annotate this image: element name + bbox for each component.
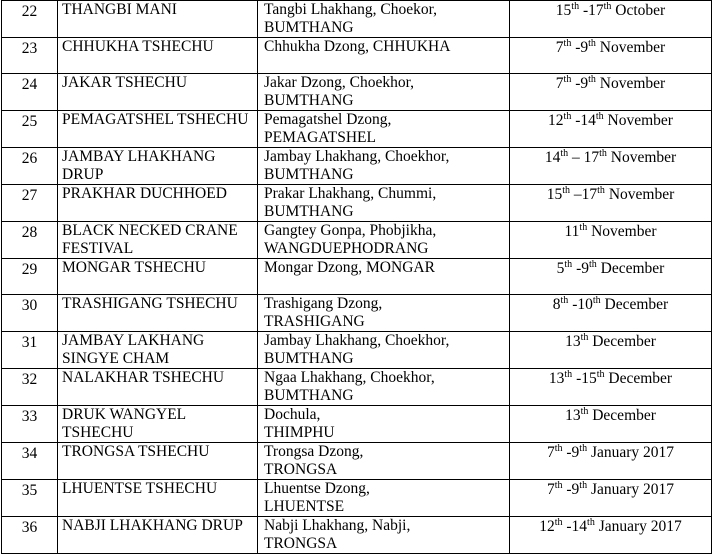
row-number: 31 — [2, 332, 58, 369]
table-row — [2, 222, 712, 259]
date-d1: 13 — [565, 407, 581, 424]
table-row — [2, 38, 712, 74]
date-cell — [510, 332, 712, 369]
date-sep: - — [571, 75, 581, 92]
date-cell — [510, 222, 712, 259]
row-number: 34 — [2, 443, 58, 480]
date-cell — [510, 517, 712, 554]
venue-line-2: PEMAGATSHEL — [264, 129, 376, 146]
date-tail: December — [588, 407, 656, 424]
venue-line-1: Mongar Dzong, MONGAR — [264, 259, 435, 276]
venue-line-2: BUMTHANG — [264, 166, 354, 183]
venue-cell — [258, 517, 510, 554]
date-tail: November — [603, 112, 673, 129]
venue-line-2: BUMTHANG — [264, 92, 354, 109]
venue-line-1: Prakar Lhakhang, Chummi, — [264, 185, 437, 202]
venue-line-2: THIMPHU — [264, 424, 335, 441]
date-s1: th — [580, 331, 589, 343]
date-d1: 5 — [556, 260, 565, 277]
date-cell — [510, 1, 712, 38]
venue-cell — [258, 480, 510, 517]
date-s1: th — [580, 405, 589, 417]
date-d1: 8 — [552, 296, 561, 313]
date-d1: 14 — [544, 149, 561, 166]
date-s1: th — [579, 221, 588, 233]
date-sep: - — [562, 444, 572, 461]
venue-line-2: BUMTHANG — [264, 19, 354, 36]
date-tail: December — [588, 333, 656, 350]
date-s1: th — [563, 73, 572, 85]
festival-name: MONGAR TSHECHU — [58, 259, 258, 295]
date-tail: November — [595, 39, 666, 56]
venue-line-2: BUMTHANG — [264, 387, 354, 404]
date-cell — [510, 259, 712, 295]
date-s2: th — [579, 479, 588, 491]
festival-name: THANGBI MANI — [58, 1, 258, 38]
date-s1: th — [563, 37, 572, 49]
date-cell — [510, 443, 712, 480]
date-d2: 17 — [588, 2, 604, 19]
date-d1: 7 — [555, 39, 564, 56]
venue-line-2: TRASHIGANG — [264, 313, 365, 330]
row-number: 29 — [2, 259, 58, 295]
venue-line-1: Jakar Dzong, Choekhor, — [264, 74, 415, 91]
date-s2: th — [596, 368, 605, 380]
venue-line-1: Trashigang Dzong, — [264, 295, 383, 312]
date-sep: - — [572, 370, 582, 387]
row-number: 26 — [2, 148, 58, 185]
date-d2: 9 — [571, 481, 580, 498]
date-s2: th — [592, 294, 601, 306]
date-sep: - — [572, 260, 582, 277]
date-cell — [510, 369, 712, 406]
date-tail: December — [596, 260, 665, 277]
festival-name: TRONGSA TSHECHU — [58, 443, 258, 480]
date-tail: January 2017 — [587, 444, 675, 461]
date-s2: th — [579, 442, 588, 454]
venue-line-1: Lhuentse Dzong, — [264, 480, 370, 497]
table-row — [2, 406, 712, 443]
date-d1: 12 — [539, 518, 555, 535]
table-row — [2, 111, 712, 148]
date-s2: th — [603, 0, 612, 12]
table-row — [2, 148, 712, 185]
date-cell — [510, 74, 712, 111]
venue-line-1: Jambay Lhakhang, Choekhor, — [264, 332, 450, 349]
date-sep: - — [568, 296, 578, 313]
date-d1: 7 — [555, 75, 564, 92]
date-d2: 9 — [580, 39, 589, 56]
date-d1: 7 — [546, 481, 555, 498]
date-d1: 11 — [564, 223, 580, 240]
venue-line-1: Nabji Lhakhang, Nabji, — [264, 517, 411, 534]
date-tail: November — [587, 223, 657, 240]
venue-cell — [258, 111, 510, 148]
venue-line-1: Dochula, — [264, 406, 321, 423]
date-sep: - — [562, 518, 572, 535]
date-d1: 12 — [548, 112, 564, 129]
date-s2: th — [595, 110, 604, 122]
venue-cell — [258, 148, 510, 185]
table-row — [2, 517, 712, 554]
venue-cell — [258, 259, 510, 295]
venue-line-1: Jambay Lhakhang, Choekhor, — [264, 148, 450, 165]
festival-name: LHUENTSE TSHECHU — [58, 480, 258, 517]
date-cell — [510, 295, 712, 332]
date-s1: th — [554, 516, 563, 528]
festival-name: PRAKHAR DUCHHOED — [58, 185, 258, 222]
date-d2: 9 — [580, 75, 589, 92]
festival-table-body — [2, 1, 712, 554]
venue-cell — [258, 185, 510, 222]
venue-line-2: TRONGSA — [264, 461, 338, 478]
date-s1: th — [562, 184, 571, 196]
row-number: 32 — [2, 369, 58, 406]
date-tail: January 2017 — [587, 481, 675, 498]
date-d2: 10 — [577, 296, 593, 313]
venue-line-1: Ngaa Lhakhang, Choekhor, — [264, 369, 435, 386]
table-row — [2, 74, 712, 111]
row-number: 24 — [2, 74, 58, 111]
date-tail: October — [611, 2, 666, 19]
date-s1: th — [554, 442, 563, 454]
festival-name: NALAKHAR TSHECHU — [58, 369, 258, 406]
date-tail: November — [595, 75, 666, 92]
date-s1: th — [560, 294, 569, 306]
venue-cell — [258, 369, 510, 406]
date-s1: th — [554, 479, 563, 491]
row-number: 33 — [2, 406, 58, 443]
row-number: 25 — [2, 111, 58, 148]
date-d1: 7 — [546, 444, 555, 461]
festival-name: NABJI LHAKHANG DRUP — [58, 517, 258, 554]
festival-name: PEMAGATSHEL TSHECHU — [58, 111, 258, 148]
date-d1: 13 — [548, 370, 565, 387]
date-tail: November — [606, 149, 677, 166]
row-number: 35 — [2, 480, 58, 517]
date-d2: 15 — [581, 370, 597, 387]
date-s1: th — [563, 110, 572, 122]
table-row — [2, 369, 712, 406]
date-s1: th — [571, 0, 580, 12]
festival-name: JAMBAY LAKHANG SINGYE CHAM — [58, 332, 258, 369]
festival-name: TRASHIGANG TSHECHU — [58, 295, 258, 332]
date-s2: th — [587, 516, 595, 528]
date-sep: – — [568, 149, 584, 166]
date-cell — [510, 480, 712, 517]
venue-cell — [258, 38, 510, 74]
date-d2: 14 — [571, 518, 588, 535]
venue-cell — [258, 406, 510, 443]
date-cell — [510, 38, 712, 74]
venue-line-2: BUMTHANG — [264, 350, 354, 367]
venue-line-2: TRONGSA — [264, 535, 338, 552]
venue-cell — [258, 332, 510, 369]
table-row — [2, 443, 712, 480]
table-row — [2, 295, 712, 332]
date-sep: - — [562, 481, 572, 498]
venue-line-2: BUMTHANG — [264, 203, 354, 220]
festival-name: DRUK WANGYEL TSHECHU — [58, 406, 258, 443]
venue-cell — [258, 443, 510, 480]
date-tail: December — [600, 296, 669, 313]
date-s2: th — [588, 258, 597, 270]
date-d1: 13 — [565, 333, 581, 350]
date-s2: th — [599, 147, 607, 159]
venue-line-1: Gangtey Gonpa, Phobjikha, — [264, 222, 437, 239]
row-number: 23 — [2, 38, 58, 74]
venue-line-1: Pemagatshel Dzong, — [264, 111, 392, 128]
table-row — [2, 332, 712, 369]
date-cell — [510, 148, 712, 185]
date-s1: th — [564, 258, 573, 270]
date-d2: 9 — [571, 444, 580, 461]
date-d2: 17 — [583, 149, 600, 166]
date-d2: 17 — [581, 186, 598, 203]
date-sep: - — [571, 39, 581, 56]
date-cell — [510, 406, 712, 443]
date-sep: - — [571, 112, 581, 129]
date-cell — [510, 185, 712, 222]
date-s1: th — [564, 368, 573, 380]
row-number: 36 — [2, 517, 58, 554]
date-tail: November — [604, 186, 675, 203]
venue-cell — [258, 74, 510, 111]
venue-line-1: Trongsa Dzong, — [264, 443, 364, 460]
venue-line-2: LHUENTSE — [264, 498, 345, 515]
date-tail: December — [604, 370, 673, 387]
festival-table — [1, 0, 712, 554]
date-s2: th — [588, 37, 596, 49]
festival-name: CHHUKHA TSHECHU — [58, 38, 258, 74]
row-number: 30 — [2, 295, 58, 332]
venue-cell — [258, 222, 510, 259]
date-sep: – — [570, 186, 582, 203]
venue-line-1: Tangbi Lhakhang, Choekor, — [264, 1, 438, 18]
date-cell — [510, 111, 712, 148]
row-number: 22 — [2, 1, 58, 38]
date-s2: th — [597, 184, 605, 196]
date-s1: th — [560, 147, 569, 159]
date-d2: 14 — [580, 112, 596, 129]
date-s2: th — [588, 73, 596, 85]
venue-line-2: WANGDUEPHODRANG — [264, 240, 429, 257]
row-number: 28 — [2, 222, 58, 259]
venue-cell — [258, 295, 510, 332]
row-number: 27 — [2, 185, 58, 222]
venue-line-1: Chhukha Dzong, CHHUKHA — [264, 38, 451, 55]
festival-name: BLACK NECKED CRANE FESTIVAL — [58, 222, 258, 259]
table-row — [2, 259, 712, 295]
venue-cell — [258, 1, 510, 38]
festival-name: JAKAR TSHECHU — [58, 74, 258, 111]
festival-name: JAMBAY LHAKHANG DRUP — [58, 148, 258, 185]
date-tail: January 2017 — [594, 518, 682, 535]
table-row — [2, 480, 712, 517]
date-d1: 15 — [546, 186, 563, 203]
table-row — [2, 185, 712, 222]
date-d2: 9 — [581, 260, 589, 277]
table-row — [2, 1, 712, 38]
date-sep: - — [579, 2, 589, 19]
date-d1: 15 — [555, 2, 572, 19]
